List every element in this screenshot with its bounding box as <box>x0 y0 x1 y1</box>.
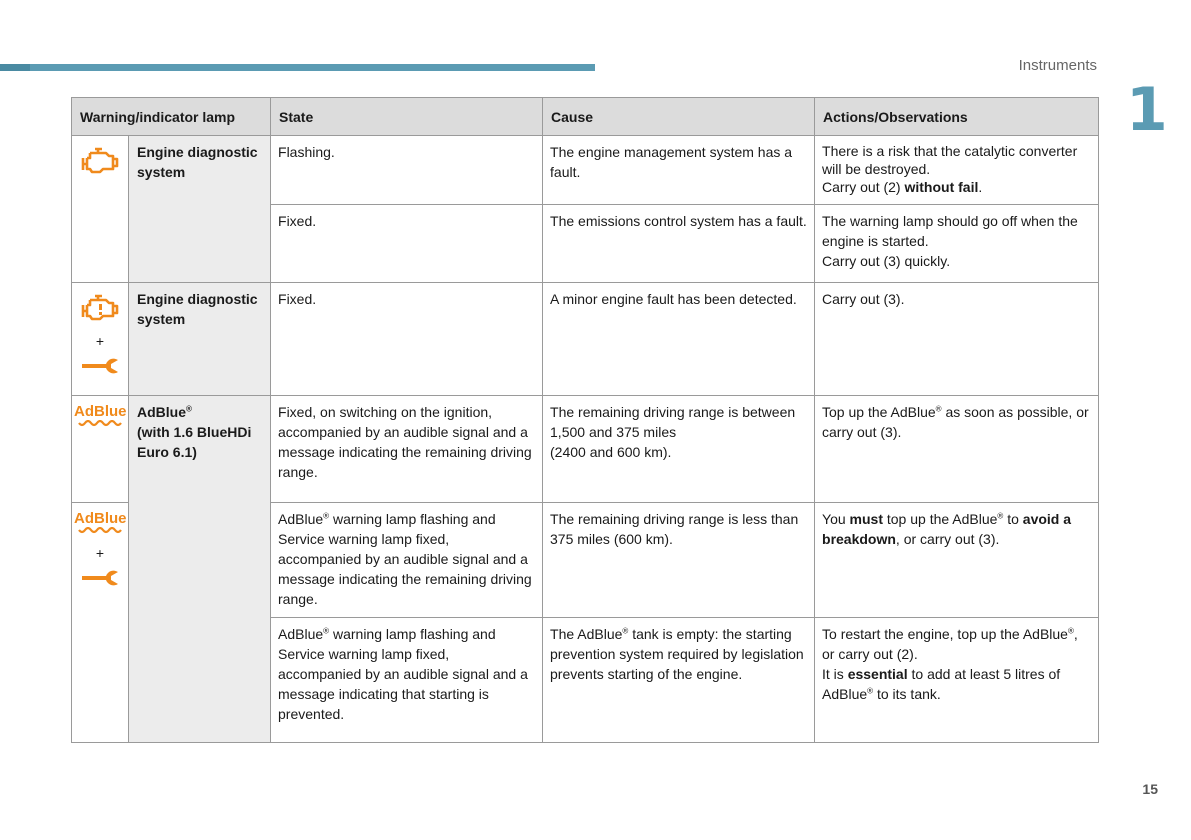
action-text: The warning lamp should go off when the engine is started. <box>822 213 1078 249</box>
page-number: 15 <box>1142 781 1158 797</box>
plus-sign: + <box>95 333 105 349</box>
table-row <box>72 283 1099 396</box>
action-text: Carry out (2) <box>822 179 905 195</box>
cause-cell <box>543 618 815 743</box>
action-text: To restart the engine, top up the AdBlue <box>822 626 1068 642</box>
action-text: to add at least 5 litres of AdBlue <box>822 666 1061 702</box>
lamp-name: Engine diagnostic system <box>129 283 271 396</box>
registered-mark: ® <box>323 626 330 636</box>
cause-cell <box>543 396 815 503</box>
action-cell <box>815 618 1099 743</box>
registered-mark: ® <box>1067 626 1074 636</box>
section-title: Instruments <box>1018 57 1097 74</box>
state-text: AdBlue <box>278 511 324 527</box>
adblue-wave-icon <box>78 527 122 535</box>
cause-cell: The remaining driving range is less than 375 miles (600 km). <box>543 503 815 618</box>
state-cell <box>271 618 543 743</box>
action-text: to <box>1003 511 1023 527</box>
lamp-name <box>129 396 271 743</box>
action-cell: Carry out (3). <box>815 283 1099 396</box>
emphasis-text: must <box>849 511 883 527</box>
registered-mark: ® <box>622 626 629 636</box>
action-text: You <box>822 511 850 527</box>
action-text: to its tank. <box>873 686 941 702</box>
header-accent-bar <box>0 64 595 71</box>
action-text: , or carry out (2). <box>822 626 1078 662</box>
adblue-wave-icon <box>78 420 122 428</box>
lamp-name-detail: (with 1.6 BlueHDi Euro 6.1) <box>137 424 252 460</box>
lamp-icon-cell <box>72 503 129 743</box>
action-cell <box>815 396 1099 503</box>
lamp-name-text: AdBlue <box>137 404 186 420</box>
cause-text: The AdBlue <box>550 626 623 642</box>
cause-cell: A minor engine fault has been detected. <box>543 283 815 396</box>
col-header-actions: Actions/Observations <box>815 98 1099 136</box>
action-text: Carry out (3) quickly. <box>822 253 951 269</box>
cause-cell: The engine management system has a fault. <box>543 136 815 205</box>
emphasis-text: without fail <box>904 179 979 195</box>
adblue-icon: AdBlue <box>74 510 127 527</box>
state-text: warning lamp flashing and Service warning lamp fixed, accompanied by an audible signal and a message indicating that starting is prevented. <box>278 626 528 722</box>
chapter-number: 1 <box>1126 75 1168 145</box>
plus-sign: + <box>95 545 105 561</box>
action-text: , or carry out (3). <box>895 531 1000 547</box>
registered-mark: ® <box>867 686 874 696</box>
cause-text: (2400 and 600 km). <box>550 444 672 460</box>
table-row <box>72 396 1099 503</box>
action-text: It is <box>822 666 848 682</box>
registered-mark: ® <box>323 511 330 521</box>
col-header-lamp: Warning/indicator lamp <box>72 98 271 136</box>
action-text: There is a risk that the catalytic converter will be destroyed. <box>822 143 1078 177</box>
lamp-icon-cell <box>72 396 129 503</box>
action-text: Top up the AdBlue <box>822 404 936 420</box>
action-cell <box>815 136 1099 205</box>
registered-mark: ® <box>997 511 1004 521</box>
cause-text: tank is empty: the starting prevention system required by legislation prevents starting of the engine. <box>550 626 804 682</box>
state-text: warning lamp flashing and Service warning lamp fixed, accompanied by an audible signal and a message indicating the remaining driving range. <box>278 511 532 607</box>
action-text: . <box>978 179 983 195</box>
lamp-icon-cell <box>72 283 129 396</box>
wrench-icon <box>80 357 120 375</box>
state-cell: Fixed. <box>271 205 543 283</box>
emphasis-text: avoid a breakdown <box>822 511 1072 547</box>
lamp-icon-cell <box>72 136 129 283</box>
state-cell: Fixed. <box>271 283 543 396</box>
header-accent-tab <box>0 64 30 71</box>
state-cell: Fixed, on switching on the ignition, accompanied by an audible signal and a message indicating the remaining driving range. <box>271 396 543 503</box>
col-header-cause: Cause <box>543 98 815 136</box>
table-header-row <box>72 98 1099 136</box>
state-cell: Flashing. <box>271 136 543 205</box>
engine-icon <box>80 144 120 176</box>
cause-cell: The emissions control system has a fault. <box>543 205 815 283</box>
emphasis-text: essential <box>847 666 908 682</box>
state-text: AdBlue <box>278 626 324 642</box>
action-cell <box>815 503 1099 618</box>
state-cell <box>271 503 543 618</box>
engine-warning-icon <box>80 291 120 323</box>
registered-mark: ® <box>935 404 942 414</box>
warning-lamps-table <box>71 97 1099 743</box>
adblue-icon: AdBlue <box>74 403 127 420</box>
action-text: top up the AdBlue <box>882 511 998 527</box>
cause-text: The remaining driving range is between 1,500 and 375 miles <box>550 404 796 440</box>
action-text: as soon as possible, or carry out (3). <box>822 404 1089 440</box>
lamp-name: Engine diagnostic system <box>129 136 271 283</box>
registered-mark: ® <box>186 404 192 414</box>
table-row <box>72 136 1099 205</box>
col-header-state: State <box>271 98 543 136</box>
action-cell <box>815 205 1099 283</box>
wrench-icon <box>80 569 120 587</box>
